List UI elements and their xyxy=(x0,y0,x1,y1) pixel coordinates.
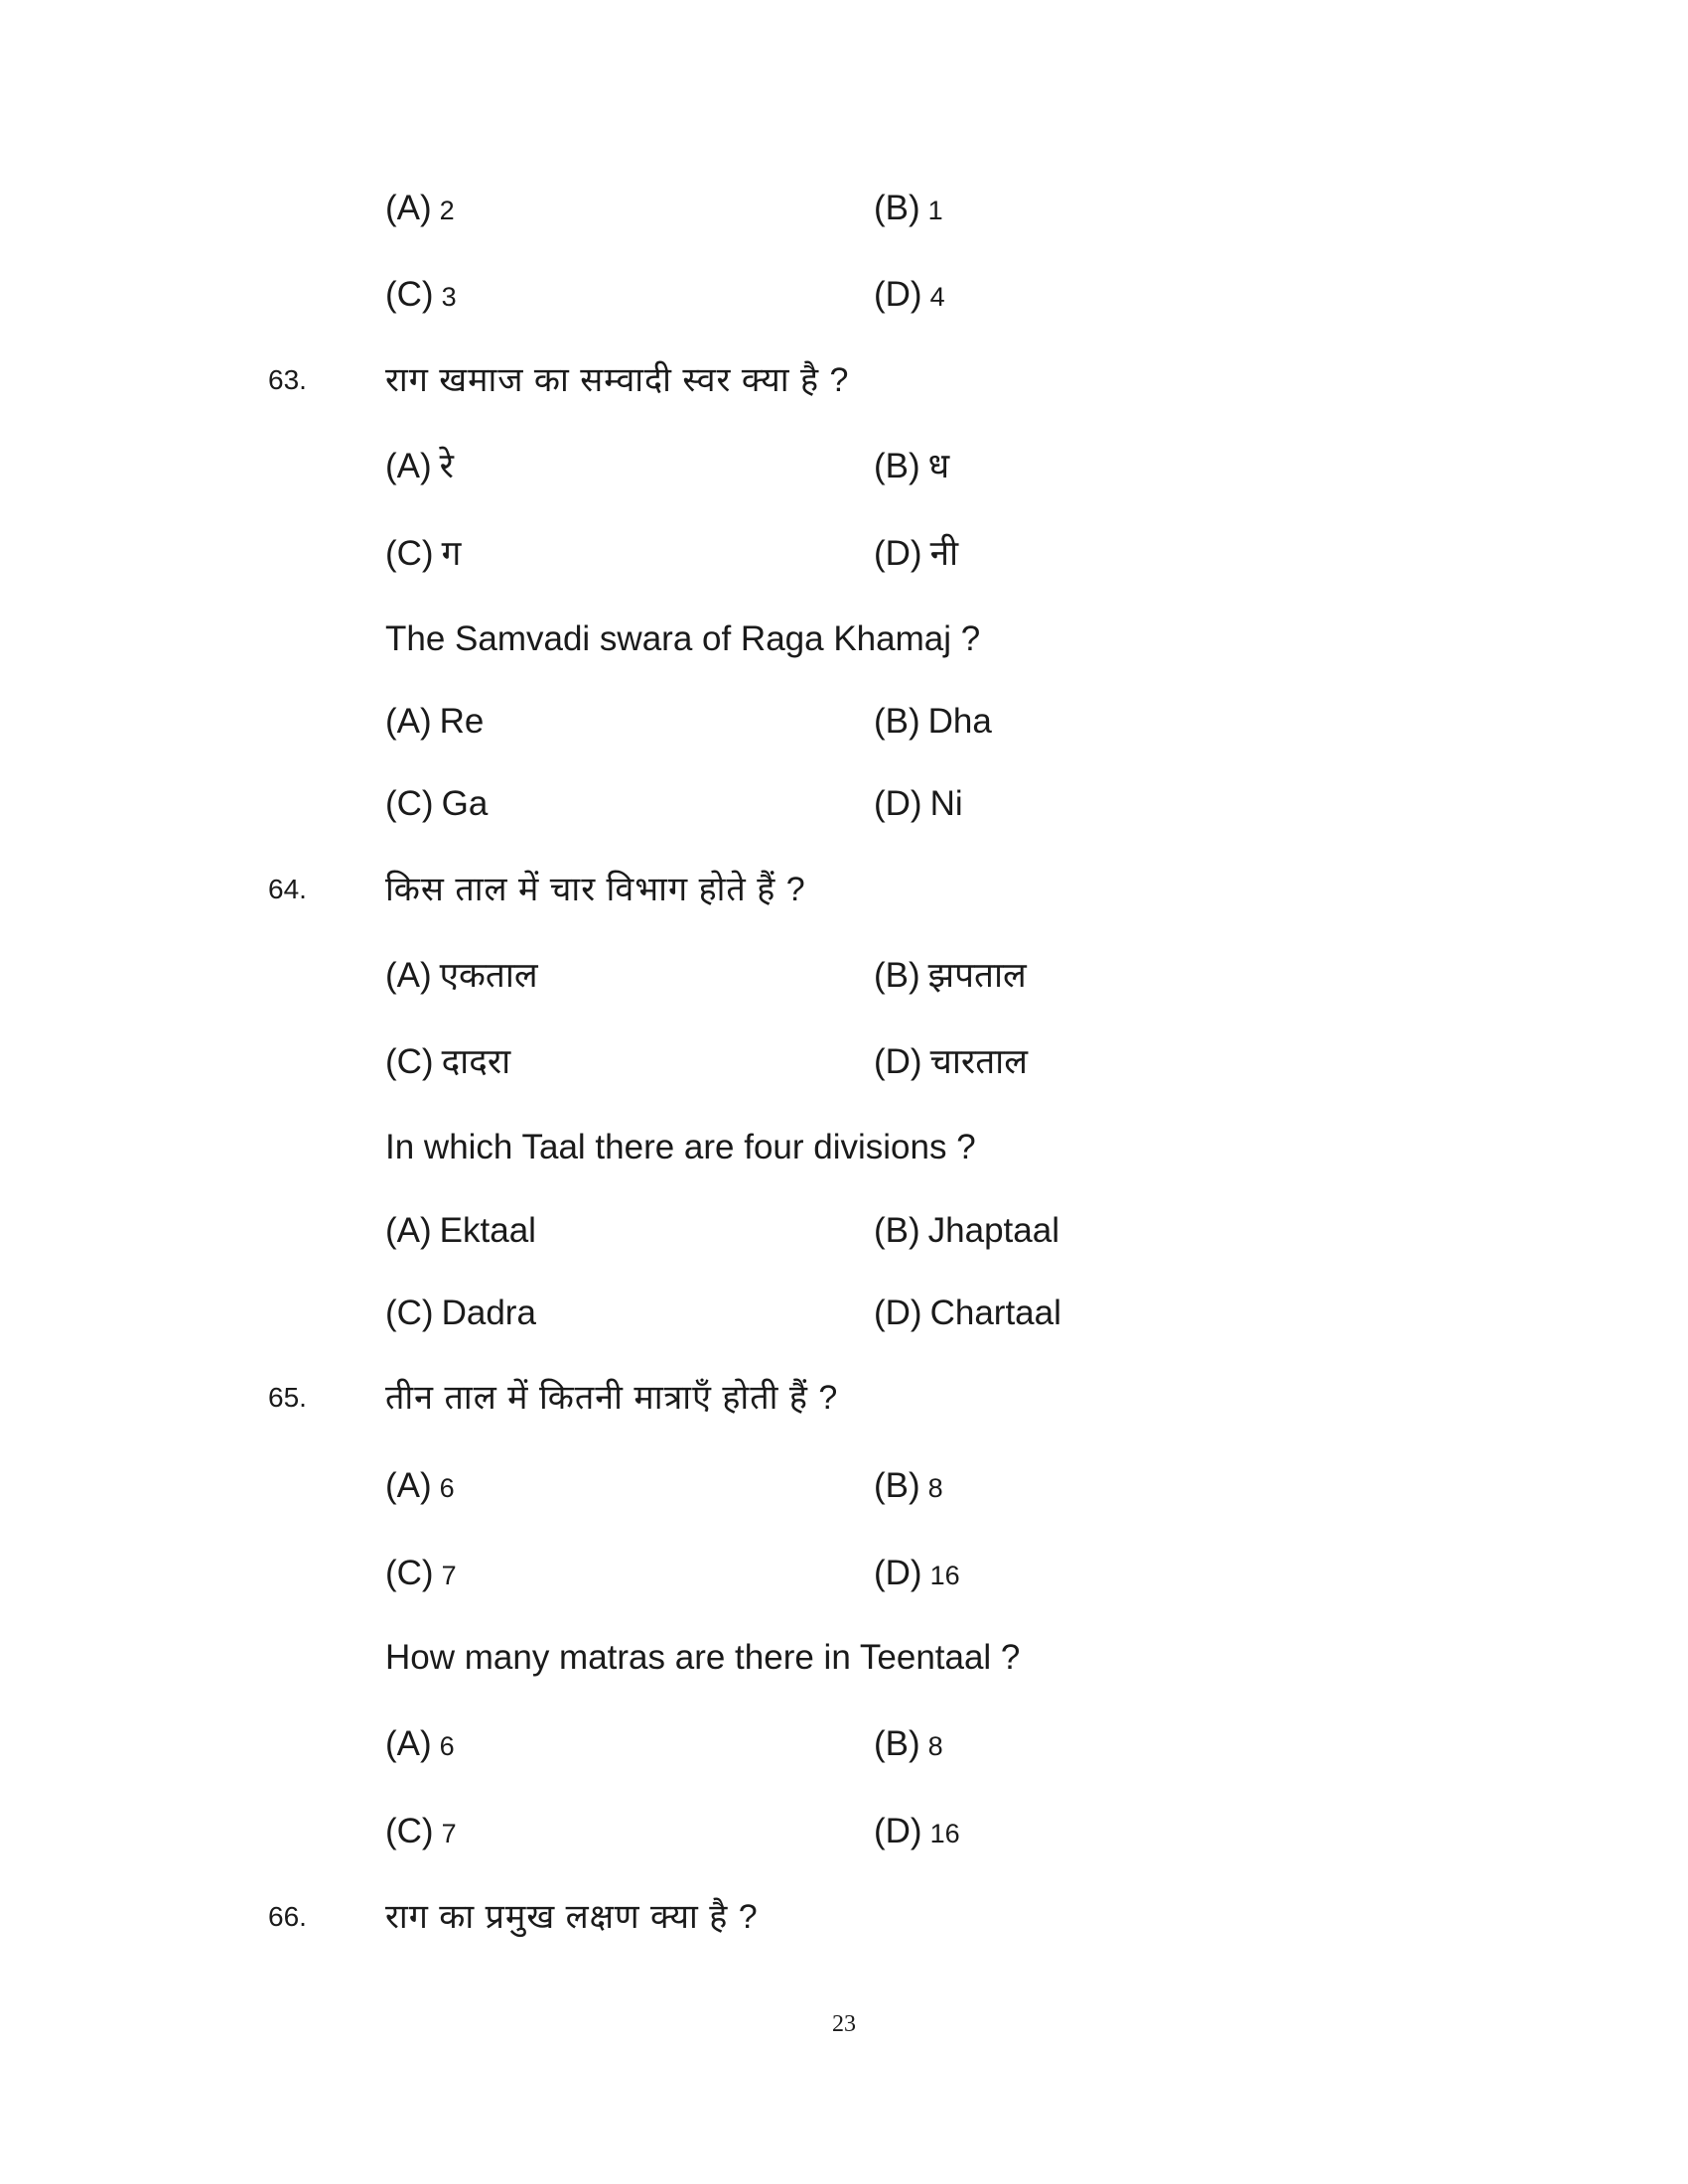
option-a[interactable]: (A) 2 xyxy=(385,189,455,227)
option-a[interactable]: (A) Re xyxy=(385,702,485,741)
option-c[interactable]: (C) Dadra xyxy=(385,1294,536,1332)
question-text-english: How many matras are there in Teentaal ? xyxy=(385,1638,1021,1677)
q65-english-options-row-1 xyxy=(0,1714,1688,1774)
option-b[interactable]: (B) 8 xyxy=(874,1466,943,1505)
page-number: 23 xyxy=(832,2011,856,2037)
option-c[interactable]: (C) दादरा xyxy=(385,1042,511,1081)
option-c[interactable]: (C) 3 xyxy=(385,275,457,314)
option-d[interactable]: (D) Ni xyxy=(874,784,963,823)
question-number: 65. xyxy=(268,1382,307,1413)
option-d[interactable]: (D) नी xyxy=(874,534,959,573)
q64-hindi-options-row-2 xyxy=(0,1032,1688,1092)
option-d[interactable]: (D) 16 xyxy=(874,1554,960,1592)
q63-english-options-row-1 xyxy=(0,692,1688,751)
question-63-hindi xyxy=(0,350,1688,410)
question-64-english xyxy=(0,1118,1688,1177)
option-d[interactable]: (D) Chartaal xyxy=(874,1294,1061,1332)
q64-english-options-row-1 xyxy=(0,1201,1688,1261)
option-a[interactable]: (A) 6 xyxy=(385,1724,455,1763)
option-a[interactable]: (A) Ektaal xyxy=(385,1211,536,1250)
option-a[interactable]: (A) रे xyxy=(385,447,454,485)
option-c[interactable]: (C) 7 xyxy=(385,1554,457,1592)
question-text-english: The Samvadi swara of Raga Khamaj ? xyxy=(385,619,981,658)
question-number: 64. xyxy=(268,874,307,904)
option-d[interactable]: (D) चारताल xyxy=(874,1042,1028,1081)
q63-english-options-row-2 xyxy=(0,774,1688,834)
question-63-english xyxy=(0,610,1688,669)
q63-hindi-options-row-2 xyxy=(0,524,1688,584)
q65-english-options-row-2 xyxy=(0,1802,1688,1861)
option-b[interactable]: (B) ध xyxy=(874,447,950,485)
option-c[interactable]: (C) ग xyxy=(385,534,462,573)
q65-hindi-options-row-2 xyxy=(0,1544,1688,1603)
option-d[interactable]: (D) 4 xyxy=(874,275,945,314)
question-text-hindi: तीन ताल में कितनी मात्राएँ होती हैं ? xyxy=(385,1379,839,1417)
question-text-hindi: राग का प्रमुख लक्षण क्या है ? xyxy=(385,1898,759,1936)
option-b[interactable]: (B) Dha xyxy=(874,702,992,741)
option-c[interactable]: (C) Ga xyxy=(385,784,489,823)
option-d[interactable]: (D) 16 xyxy=(874,1812,960,1850)
option-b[interactable]: (B) झपताल xyxy=(874,956,1027,995)
question-65-english xyxy=(0,1628,1688,1688)
option-a[interactable]: (A) एकताल xyxy=(385,956,538,995)
question-66-hindi xyxy=(0,1887,1688,1947)
question-text-hindi: राग खमाज का सम्वादी स्वर क्या है ? xyxy=(385,361,850,399)
option-c[interactable]: (C) 7 xyxy=(385,1812,457,1850)
prev-options-row-1 xyxy=(0,179,1688,238)
option-b[interactable]: (B) 1 xyxy=(874,189,943,227)
option-b[interactable]: (B) 8 xyxy=(874,1724,943,1763)
q63-hindi-options-row-1 xyxy=(0,437,1688,496)
question-text-hindi: किस ताल में चार विभाग होते हैं ? xyxy=(385,871,806,908)
question-number: 63. xyxy=(268,364,307,395)
question-65-hindi xyxy=(0,1368,1688,1428)
option-a[interactable]: (A) 6 xyxy=(385,1466,455,1505)
q64-hindi-options-row-1 xyxy=(0,946,1688,1006)
question-text-english: In which Taal there are four divisions ? xyxy=(385,1128,976,1166)
question-number: 66. xyxy=(268,1901,307,1932)
q65-hindi-options-row-1 xyxy=(0,1456,1688,1516)
prev-options-row-2 xyxy=(0,265,1688,325)
question-64-hindi xyxy=(0,860,1688,919)
option-b[interactable]: (B) Jhaptaal xyxy=(874,1211,1059,1250)
q64-english-options-row-2 xyxy=(0,1284,1688,1343)
